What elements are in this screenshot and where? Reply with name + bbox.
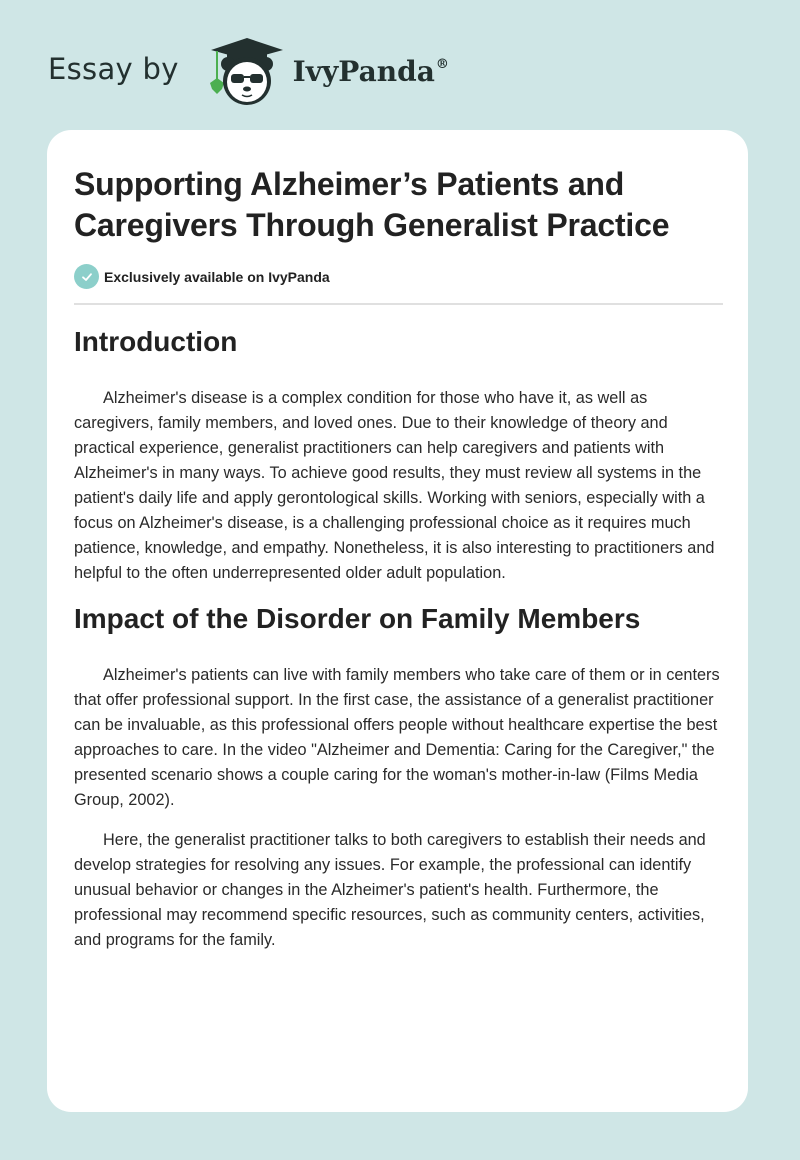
exclusive-text: Exclusively available on IvyPanda xyxy=(104,268,330,285)
essay-title: Supporting Alzheimer’s Patients and Caregivers Through Generalist Practice xyxy=(74,166,670,243)
impact-paragraph-1: Alzheimer's patients can live with family members who take care of them or in centers that offer professional support. In the first case, the assistance of a generalist practitioner can be invaluable, as this professional offers people without healthcare expertise the best approaches to care. In the video "Alzheimer and Dementia: Caring for the Caregiver," the presented scenario shows a couple caring for the woman's mother-in-law (Films Media Group, 2002). xyxy=(74,666,720,809)
essay-by-label: Essay by xyxy=(48,52,179,86)
impact-paragraph-2: Here, the generalist practitioner talks to both caregivers to establish their needs and develop strategies for resolving any issues. For example, the professional can identify unusual behavior or changes in the Alzheimer's patient's health. Furthermore, the professional may recommend specific resources, such as community centers, activities, and programs for the family. xyxy=(74,831,706,949)
ivypanda-logo-link[interactable] xyxy=(197,34,449,110)
title-divider xyxy=(74,303,723,305)
ivypanda-wordmark: IvyPanda® xyxy=(292,54,449,88)
section-heading-impact: Impact of the Disorder on Family Members xyxy=(74,603,641,634)
essay-card xyxy=(47,130,748,1112)
panda-graduate-icon xyxy=(197,34,289,110)
introduction-paragraph: Alzheimer's disease is a complex condition for those who have it, as well as caregivers, family members, and loved ones. Due to their knowledge of theory and practical experience, generalist practitioners can help caregivers and patients with Alzheimer's in many ways. To achieve good results, they must review all systems in the patient's daily life and apply gerontological skills. Working with seniors, especially with a focus on Alzheimer's disease, is a challenging professional choice as it requires much patience, knowledge, and empathy. Nonetheless, it is also interesting to practitioners and helpful to the often underrepresented older adult population. xyxy=(74,389,715,582)
site-header xyxy=(48,34,449,110)
section-heading-introduction: Introduction xyxy=(74,326,238,357)
check-circle-icon xyxy=(74,264,99,289)
exclusive-badge xyxy=(74,264,330,289)
